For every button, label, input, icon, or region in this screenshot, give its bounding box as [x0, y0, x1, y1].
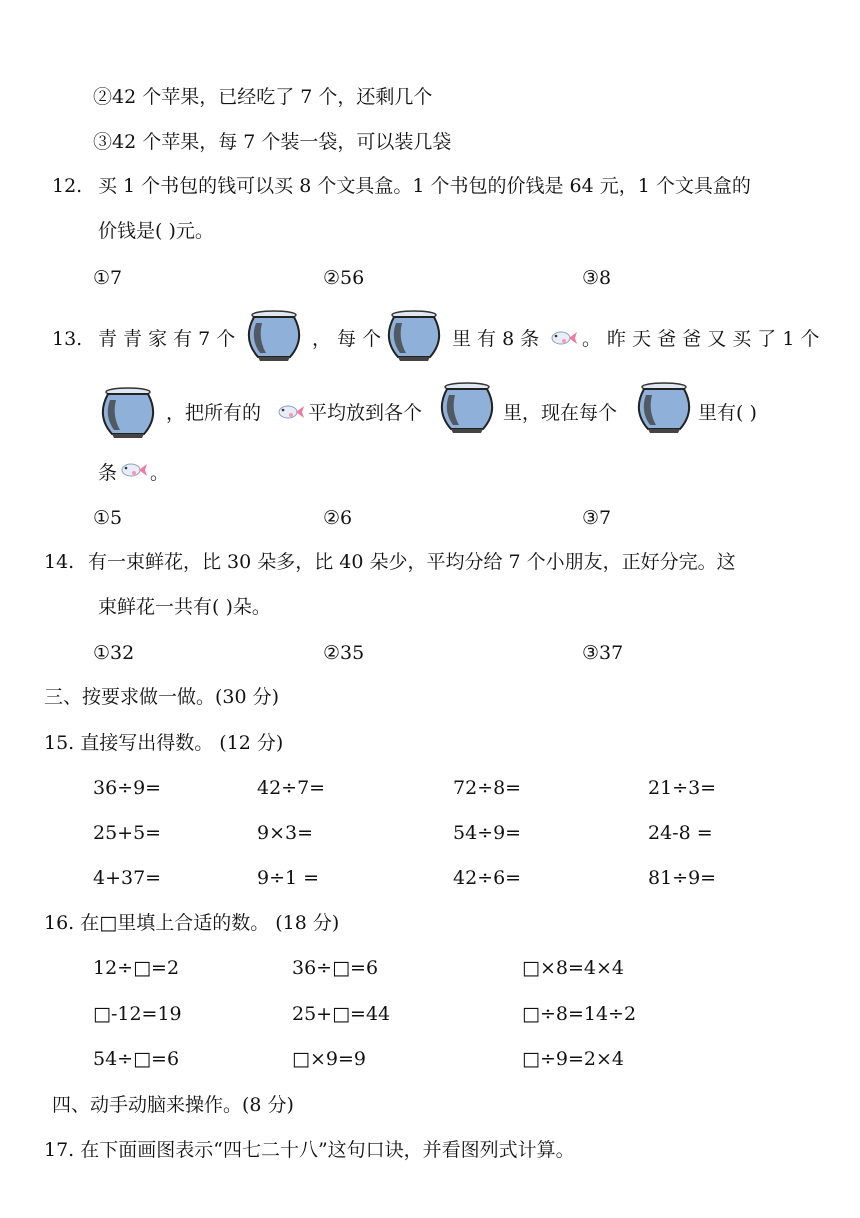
q13-option-1: ①5 — [93, 507, 123, 529]
fishbowl-icon — [384, 309, 444, 363]
q12-option-1: ①7 — [93, 267, 123, 289]
fishbowl-icon — [634, 381, 694, 435]
q14-option-2: ②35 — [323, 642, 365, 664]
q15-item: 9÷1 = — [257, 867, 320, 889]
q15-item: 72÷8= — [453, 777, 522, 799]
q12-number: 12. — [52, 175, 83, 197]
q15-item: 25+5= — [93, 822, 162, 844]
q12-option-2: ②56 — [323, 267, 365, 289]
section-3-heading: 三、按要求做一做。(30 分) — [44, 686, 280, 708]
q15-item: 42÷7= — [257, 777, 326, 799]
q15-item: 4+37= — [93, 867, 162, 889]
fish-icon — [118, 460, 148, 480]
q16-item: □÷8=14÷2 — [522, 1003, 637, 1025]
q16-item: 25+□=44 — [292, 1003, 391, 1025]
q15-item: 81÷9= — [648, 867, 717, 889]
q15-item: 36÷9= — [93, 777, 162, 799]
q16-item: □×9=9 — [292, 1048, 366, 1070]
q14-line-2: 束鲜花一共有( )朵。 — [98, 596, 271, 618]
q13-text-7: 里，现在每个 — [503, 402, 618, 424]
fish-icon — [275, 402, 305, 422]
q15-item: 21÷3= — [648, 777, 717, 799]
q15-item: 54÷9= — [453, 822, 522, 844]
fishbowl-icon — [244, 309, 304, 363]
q16-item: □÷9=2×4 — [522, 1048, 624, 1070]
q13-option-3: ③7 — [582, 507, 612, 529]
q13-text-5: ，把所有的 — [166, 402, 262, 424]
q16-title: 16. 在□里填上合适的数。 (18 分) — [44, 912, 340, 934]
q13-option-2: ②6 — [323, 507, 353, 529]
q11-option-3: ③42 个苹果，每 7 个装一袋，可以装几袋 — [93, 131, 452, 153]
q12-option-3: ③8 — [582, 267, 612, 289]
q15-item: 24-8 = — [648, 822, 713, 844]
q14-option-3: ③37 — [582, 642, 624, 664]
q16-item: 12÷□=2 — [93, 957, 180, 979]
q13-number: 13. — [52, 328, 83, 350]
q16-item: □-12=19 — [93, 1003, 182, 1025]
fishbowl-icon — [437, 381, 497, 435]
q12-line-1: 买 1 个书包的钱可以买 8 个文具盒。1 个书包的价钱是 64 元，1 个文具盒的 — [98, 175, 751, 197]
q13-text-3: 里 有 8 条 — [452, 328, 540, 350]
q15-title: 15. 直接写出得数。 (12 分) — [44, 732, 284, 754]
q13-text-1: 青 青 家 有 7 个 — [98, 328, 236, 350]
q13-text-2: ， 每 个 — [312, 328, 382, 350]
q16-item: 36÷□=6 — [292, 957, 379, 979]
q13-text-6: 平均放到各个 — [308, 402, 423, 424]
q11-option-2: ②42 个苹果，已经吃了 7 个，还剩几个 — [93, 86, 433, 108]
q12-line-2: 价钱是( )元。 — [98, 220, 214, 242]
q14-number: 14. — [44, 551, 75, 573]
q14-option-1: ①32 — [93, 642, 135, 664]
q14-line-1: 有一束鲜花，比 30 朵多，比 40 朵少，平均分给 7 个小朋友，正好分完。这 — [88, 551, 736, 573]
q16-item: 54÷□=6 — [93, 1048, 180, 1070]
q13-text-8: 里有( ) — [698, 402, 757, 424]
q17-title: 17. 在下面画图表示“四七二十八”这句口诀，并看图列式计算。 — [44, 1139, 575, 1161]
fish-icon — [548, 328, 578, 348]
section-4-heading: 四、动手动脑来操作。(8 分) — [52, 1094, 294, 1116]
q13-text-4: 。 昨 天 爸 爸 又 买 了 1 个 — [582, 328, 820, 350]
q13-text-9: 条 — [98, 462, 118, 484]
fishbowl-icon — [98, 386, 158, 440]
q16-item: □×8=4×4 — [522, 957, 624, 979]
q15-item: 42÷6= — [453, 867, 522, 889]
q15-item: 9×3= — [257, 822, 314, 844]
q13-text-10: 。 — [150, 462, 170, 484]
